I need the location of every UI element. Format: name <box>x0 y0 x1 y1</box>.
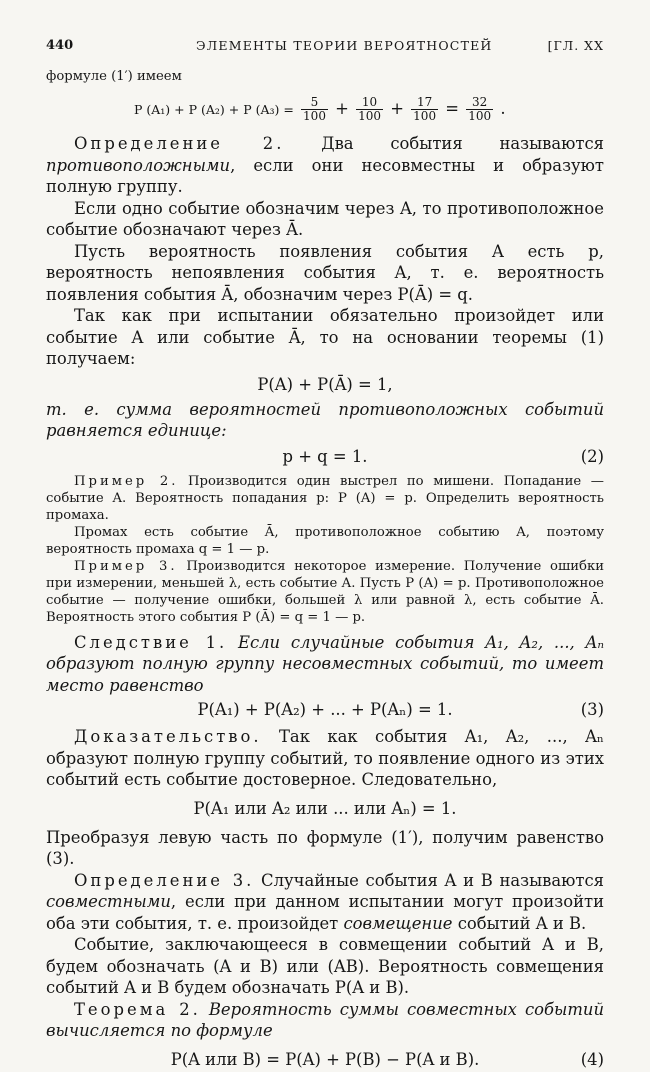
intro-line: формуле (1′) имеем <box>46 69 182 84</box>
fraction: $\frac{10}{100}$ <box>358 95 382 123</box>
fraction: $\frac{32}{100}$ <box>468 95 492 123</box>
formula-1-left: P (A₁) + P (A₂) + P (A₃) = <box>134 102 294 117</box>
paragraph-event: Событие, заключающееся в совмещении событий A и B, будем обозначать (A и B) или (AB). Вероятность совмещения событий A и B будем обозначать P(A и B). <box>46 935 604 997</box>
statement-sum: т. е. сумма вероятностей противоположных событий равняется единице: <box>46 399 604 440</box>
definition-2: Определение 2. Два события называются противоположными, если они несовместны и образуют полную группу. <box>46 134 604 196</box>
chapter-label: [ГЛ. XX <box>547 38 604 53</box>
paragraph-probability: Пусть вероятность появления события A есть p, вероятность непоявления события A, т. е. вероятность появления события Ā, обозначим через P(Ā) = q. <box>46 241 604 304</box>
formula-sum: P(A) + P(Ā) = 1, <box>257 374 393 394</box>
definition-3: Определение 3. Случайные события A и B называются совместными, если при данном испытании могут произойти оба эти события, т. е. произойдет совмещение событий A и B. <box>46 870 605 933</box>
equation-number: (3) <box>580 700 604 719</box>
proof: Доказательство. Так как события A₁, A₂, ..., Aₙ образуют полную группу событий, то появление одного из этих событий есть событие достоверное. Следовательно, <box>46 727 604 789</box>
fraction: $\frac{17}{100}$ <box>413 95 437 123</box>
paragraph-since: Так как при испытании обязательно произойдет или событие A или событие Ā, то на основании теоремы (1) получаем: <box>46 306 604 368</box>
equation-number: (2) <box>580 446 604 466</box>
paragraph-transform: Преобразуя левую часть по формуле (1′), получим равенство (3). <box>46 827 604 868</box>
equation-number: (4) <box>580 1049 604 1069</box>
formula-1: P (A₁) + P (A₂) + P (A₃) = $\frac{5}{100}$ + $\frac{10}{100}$ + $\frac{17}{100}$ = $\frac{32}{100}$ . <box>134 95 506 123</box>
formula-2: p + q = 1. (2) <box>46 445 604 469</box>
fraction: $\frac{5}{100}$ <box>303 95 326 123</box>
formula-3: P(A₁) + P(A₂) + ... + P(Aₙ) = 1. (3) <box>46 698 604 722</box>
formula-or: P(A₁ или A₂ или ... или Aₙ) = 1. <box>193 798 457 818</box>
formula-4: P(A или B) = P(A) + P(B) − P(A и B). (4) <box>46 1048 604 1072</box>
example-2: Пример 2. Производится один выстрел по мишени. Попадание — событие A. Вероятность попадания p: P (A) = p. Определить вероятность промаха. <box>46 473 604 523</box>
example-2-answer: Промах есть событие Ā, противоположное событию A, поэтому вероятность промаха q = 1 — p. <box>46 524 604 557</box>
running-title: ЭЛЕМЕНТЫ ТЕОРИИ ВЕРОЯТНОСТЕЙ <box>196 38 493 53</box>
page-header <box>46 38 604 62</box>
theorem-2: Теорема 2. Вероятность суммы совместных событий вычисляется по формуле <box>46 999 604 1040</box>
corollary-1: Следствие 1. Если случайные события A₁, A₂, ..., Aₙ образуют полную группу несовместных событий, то имеет место равенство <box>46 632 604 695</box>
page-number: 440 <box>46 38 74 53</box>
example-3: Пример 3. Производится некоторое измерение. Получение ошибки при измерении, меньшей λ, есть событие A. Пусть P (A) = p. Противоположное событие — получение ошибки, большей λ или равной λ, есть событие Ā. Вероятность этого события P (Ā) = q = 1 — p. <box>46 558 604 625</box>
paragraph-notation: Если одно событие обозначим через A, то противоположное событие обозначают через Ā. <box>46 198 604 239</box>
